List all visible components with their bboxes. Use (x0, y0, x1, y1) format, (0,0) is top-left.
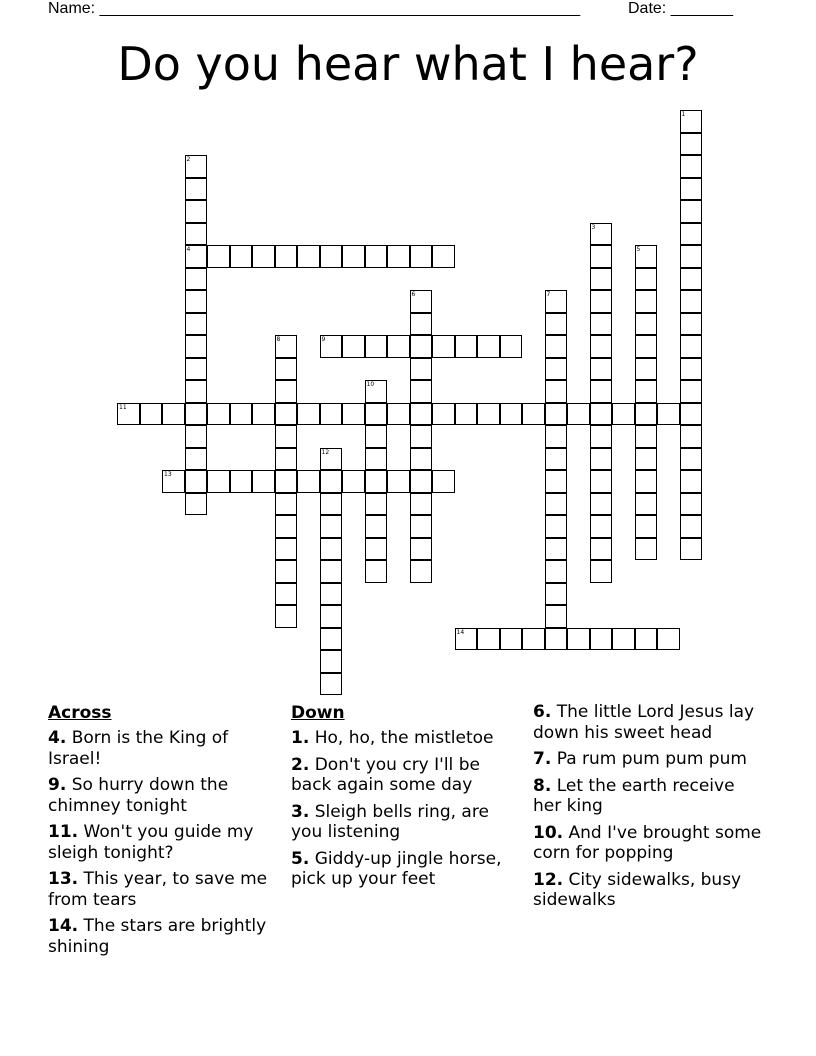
clue-number: 8 (276, 336, 281, 343)
grid-cell[interactable] (275, 515, 298, 538)
grid-cell[interactable] (432, 335, 455, 358)
grid-cell[interactable] (590, 380, 613, 403)
grid-cell[interactable] (162, 403, 185, 426)
grid-cell[interactable] (680, 425, 703, 448)
grid-cell[interactable] (432, 403, 455, 426)
down-heading: Down (291, 703, 345, 723)
grid-cell[interactable] (590, 245, 613, 268)
grid-cell[interactable] (185, 200, 208, 223)
clue-across-13: 13. This year, to save me from tears (48, 869, 268, 910)
grid-cell[interactable] (185, 335, 208, 358)
grid-cell[interactable] (545, 583, 568, 606)
grid-cell[interactable] (117, 403, 140, 426)
grid-cell[interactable] (162, 470, 185, 493)
date-field-label: Date: _______ (628, 0, 733, 17)
grid-cell[interactable] (635, 493, 658, 516)
grid-cell[interactable] (680, 178, 703, 201)
grid-cell[interactable] (387, 245, 410, 268)
grid-cell[interactable] (185, 268, 208, 291)
grid-cell[interactable] (590, 425, 613, 448)
grid-cell[interactable] (545, 403, 568, 426)
clue-number: 9 (321, 336, 326, 343)
clue-across-14: 14. The stars are brightly shining (48, 916, 267, 957)
grid-cell[interactable] (680, 538, 703, 561)
clue-number: 5 (636, 246, 641, 253)
grid-cell[interactable] (320, 470, 343, 493)
grid-cell[interactable] (410, 560, 433, 583)
grid-cell[interactable] (635, 470, 658, 493)
grid-cell[interactable] (590, 268, 613, 291)
grid-cell[interactable] (185, 493, 208, 516)
grid-cell[interactable] (410, 403, 433, 426)
grid-cell[interactable] (635, 538, 658, 561)
grid-cell[interactable] (297, 245, 320, 268)
grid-cell[interactable] (680, 200, 703, 223)
clue-number: 11 (119, 403, 127, 411)
grid-cell[interactable] (410, 245, 433, 268)
grid-cell[interactable] (680, 268, 703, 291)
across-heading: Across (48, 703, 112, 723)
grid-cell[interactable] (680, 133, 703, 156)
grid-cell[interactable] (365, 493, 388, 516)
grid-cell[interactable] (410, 380, 433, 403)
grid-cell[interactable] (635, 380, 658, 403)
grid-cell[interactable] (275, 335, 298, 358)
grid-cell[interactable] (207, 403, 230, 426)
grid-cell[interactable] (590, 313, 613, 336)
grid-cell[interactable] (545, 538, 568, 561)
grid-cell[interactable] (590, 223, 613, 246)
clue-number: 1 (681, 111, 686, 118)
grid-cell[interactable] (275, 245, 298, 268)
grid-cell[interactable] (185, 155, 208, 178)
clue-down-6: 6. The little Lord Jesus lay down his sweet head (533, 702, 755, 743)
grid-cell[interactable] (342, 403, 365, 426)
grid-cell[interactable] (680, 358, 703, 381)
grid-cell[interactable] (680, 335, 703, 358)
grid-cell[interactable] (635, 448, 658, 471)
grid-cell[interactable] (590, 493, 613, 516)
grid-cell[interactable] (590, 335, 613, 358)
grid-cell[interactable] (680, 403, 703, 426)
clue-number: 14 (456, 628, 465, 636)
grid-cell[interactable] (275, 358, 298, 381)
grid-cell[interactable] (185, 403, 208, 426)
grid-cell[interactable] (545, 515, 568, 538)
grid-cell[interactable] (545, 290, 568, 313)
grid-cell[interactable] (590, 515, 613, 538)
across-clues (48, 702, 280, 963)
grid-cell[interactable] (320, 628, 343, 651)
page-title: Do you hear what I hear? (117, 37, 699, 91)
grid-cell[interactable] (635, 515, 658, 538)
grid-cell[interactable] (230, 470, 253, 493)
grid-cell[interactable] (590, 628, 613, 651)
grid-cell[interactable] (365, 560, 388, 583)
grid-cell[interactable] (545, 493, 568, 516)
grid-cell[interactable] (635, 335, 658, 358)
grid-cell[interactable] (320, 605, 343, 628)
grid-cell[interactable] (657, 628, 680, 651)
grid-cell[interactable] (252, 470, 275, 493)
grid-cell[interactable] (297, 470, 320, 493)
grid-cell[interactable] (342, 470, 365, 493)
grid-cell[interactable] (590, 470, 613, 493)
grid-cell[interactable] (477, 628, 500, 651)
grid-cell[interactable] (252, 403, 275, 426)
grid-cell[interactable] (567, 628, 590, 651)
clue-number: 13 (164, 471, 172, 478)
grid-cell[interactable] (185, 178, 208, 201)
grid-cell[interactable] (477, 403, 500, 426)
grid-cell[interactable] (410, 358, 433, 381)
grid-cell[interactable] (590, 403, 613, 426)
grid-cell[interactable] (365, 448, 388, 471)
clue-down-10: 10. And I've brought some corn for popping (533, 822, 762, 863)
grid-cell[interactable] (207, 470, 230, 493)
grid-cell[interactable] (410, 335, 433, 358)
clue-number: 12 (321, 448, 330, 456)
grid-cell[interactable] (387, 470, 410, 493)
grid-cell[interactable] (612, 403, 635, 426)
grid-cell[interactable] (635, 403, 658, 426)
name-field-label: Name: ______________________________________________________ (48, 0, 581, 17)
grid-cell[interactable] (635, 628, 658, 651)
grid-cell[interactable] (410, 425, 433, 448)
clue-down-5: 5. Giddy-up jingle horse, pick up your feet (291, 848, 502, 889)
grid-cell[interactable] (365, 425, 388, 448)
grid-cell[interactable] (657, 403, 680, 426)
grid-cell[interactable] (320, 335, 343, 358)
grid-cell[interactable] (297, 403, 320, 426)
grid-cell[interactable] (545, 335, 568, 358)
grid-cell[interactable] (320, 493, 343, 516)
grid-cell[interactable] (410, 515, 433, 538)
grid-cell[interactable] (432, 245, 455, 268)
grid-cell[interactable] (500, 403, 523, 426)
grid-cell[interactable] (545, 605, 568, 628)
down-clues-continued (533, 702, 765, 917)
grid-cell[interactable] (365, 380, 388, 403)
grid-cell[interactable] (680, 448, 703, 471)
grid-cell[interactable] (275, 425, 298, 448)
grid-cell[interactable] (545, 628, 568, 651)
grid-cell[interactable] (680, 110, 703, 133)
grid-cell[interactable] (680, 245, 703, 268)
clue-number: 2 (186, 156, 191, 163)
grid-cell[interactable] (612, 628, 635, 651)
clue-number: 3 (591, 223, 596, 231)
clue-number: 4 (186, 246, 191, 253)
grid-cell[interactable] (680, 290, 703, 313)
grid-cell[interactable] (320, 515, 343, 538)
grid-cell[interactable] (680, 470, 703, 493)
grid-cell[interactable] (522, 628, 545, 651)
grid-cell[interactable] (365, 335, 388, 358)
grid-cell[interactable] (410, 313, 433, 336)
grid-cell[interactable] (275, 605, 298, 628)
clue-number: 10 (366, 381, 375, 388)
grid-cell[interactable] (320, 403, 343, 426)
grid-cell[interactable] (590, 358, 613, 381)
grid-cell[interactable] (275, 583, 298, 606)
grid-cell[interactable] (410, 538, 433, 561)
grid-cell[interactable] (275, 470, 298, 493)
grid-cell[interactable] (275, 493, 298, 516)
grid-cell[interactable] (477, 335, 500, 358)
grid-cell[interactable] (410, 290, 433, 313)
grid-cell[interactable] (365, 245, 388, 268)
clue-down-7: 7. Pa rum pum pum pum (533, 749, 747, 769)
grid-cell[interactable] (410, 470, 433, 493)
grid-cell[interactable] (320, 245, 343, 268)
clue-number: 6 (411, 291, 416, 298)
grid-cell[interactable] (590, 538, 613, 561)
grid-cell[interactable] (342, 335, 365, 358)
grid-cell[interactable] (432, 470, 455, 493)
down-clues (291, 702, 523, 896)
grid-cell[interactable] (342, 245, 365, 268)
grid-cell[interactable] (545, 448, 568, 471)
grid-cell[interactable] (500, 335, 523, 358)
clue-down-3: 3. Sleigh bells ring, are you listening (291, 801, 489, 842)
grid-cell[interactable] (545, 380, 568, 403)
grid-cell[interactable] (185, 245, 208, 268)
grid-cell[interactable] (320, 673, 343, 696)
grid-cell[interactable] (185, 380, 208, 403)
grid-cell[interactable] (680, 515, 703, 538)
grid-cell[interactable] (320, 560, 343, 583)
clue-down-2: 2. Don't you cry I'll be back again some day (291, 754, 480, 795)
grid-cell[interactable] (365, 470, 388, 493)
grid-cell[interactable] (275, 380, 298, 403)
grid-cell[interactable] (185, 290, 208, 313)
grid-cell[interactable] (635, 313, 658, 336)
clue-across-4: 4. Born is the King of Israel! (48, 728, 229, 769)
grid-cell[interactable] (207, 245, 230, 268)
grid-cell[interactable] (680, 493, 703, 516)
grid-cell[interactable] (545, 313, 568, 336)
grid-cell[interactable] (545, 560, 568, 583)
grid-cell[interactable] (680, 380, 703, 403)
grid-cell[interactable] (185, 425, 208, 448)
grid-cell[interactable] (680, 223, 703, 246)
grid-cell[interactable] (275, 448, 298, 471)
grid-cell[interactable] (635, 268, 658, 291)
grid-cell[interactable] (387, 335, 410, 358)
grid-cell[interactable] (410, 493, 433, 516)
grid-cell[interactable] (275, 538, 298, 561)
grid-cell[interactable] (365, 515, 388, 538)
grid-cell[interactable] (635, 290, 658, 313)
grid-cell[interactable] (567, 403, 590, 426)
grid-cell[interactable] (185, 223, 208, 246)
grid-cell[interactable] (590, 290, 613, 313)
grid-cell[interactable] (545, 470, 568, 493)
grid-cell[interactable] (185, 448, 208, 471)
clue-number: 7 (546, 291, 551, 298)
grid-cell[interactable] (635, 425, 658, 448)
grid-cell[interactable] (455, 403, 478, 426)
clue-across-9: 9. So hurry down the chimney tonight (48, 775, 229, 816)
grid-cell[interactable] (635, 358, 658, 381)
grid-cell[interactable] (500, 628, 523, 651)
grid-cell[interactable] (680, 155, 703, 178)
grid-cell[interactable] (680, 313, 703, 336)
grid-cell[interactable] (365, 538, 388, 561)
grid-cell[interactable] (320, 538, 343, 561)
grid-cell[interactable] (410, 448, 433, 471)
grid-cell[interactable] (590, 560, 613, 583)
grid-cell[interactable] (455, 628, 478, 651)
clue-across-11: 11. Won't you guide my sleigh tonight? (48, 822, 254, 863)
clue-down-12: 12. City sidewalks, busy sidewalks (533, 869, 742, 910)
grid-cell[interactable] (545, 425, 568, 448)
grid-cell[interactable] (275, 560, 298, 583)
grid-cell[interactable] (230, 245, 253, 268)
grid-cell[interactable] (545, 358, 568, 381)
grid-cell[interactable] (590, 448, 613, 471)
grid-cell[interactable] (387, 403, 410, 426)
grid-cell[interactable] (455, 335, 478, 358)
grid-cell[interactable] (252, 245, 275, 268)
grid-cell[interactable] (140, 403, 163, 426)
grid-cell[interactable] (365, 403, 388, 426)
grid-cell[interactable] (635, 245, 658, 268)
clue-down-8: 8. Let the earth receive her king (533, 775, 735, 816)
grid-cell[interactable] (185, 313, 208, 336)
grid-cell[interactable] (522, 403, 545, 426)
grid-cell[interactable] (185, 470, 208, 493)
grid-cell[interactable] (320, 650, 343, 673)
grid-cell[interactable] (320, 583, 343, 606)
clue-down-1: 1. Ho, ho, the mistletoe (291, 728, 494, 748)
grid-cell[interactable] (320, 448, 343, 471)
grid-cell[interactable] (230, 403, 253, 426)
grid-cell[interactable] (275, 403, 298, 426)
grid-cell[interactable] (185, 358, 208, 381)
